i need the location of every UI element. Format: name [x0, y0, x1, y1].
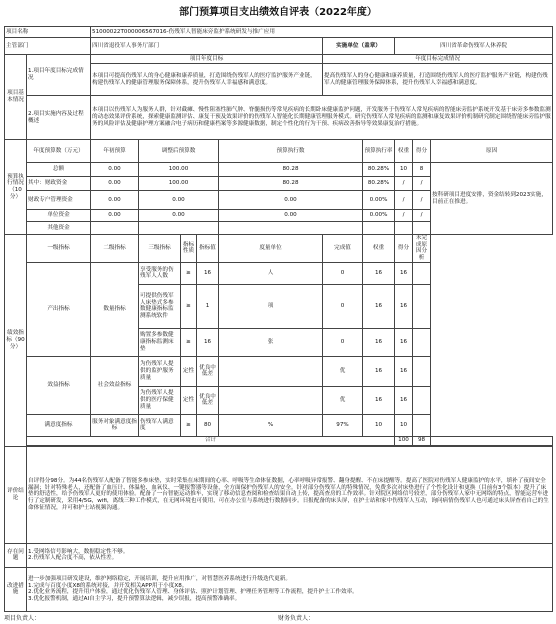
- perf-done: 0: [323, 262, 363, 284]
- perf-done: 97%: [323, 414, 363, 436]
- budget-row-label: 财政专户管理资金: [27, 191, 91, 210]
- budget-adjusted: [139, 222, 219, 235]
- perf-done: 0: [323, 328, 363, 356]
- perf-indicator-name: 为伤残军人提供的医疗保健质量: [139, 386, 181, 414]
- perf-score: 16: [395, 356, 413, 386]
- perf-nature: ≥: [181, 328, 197, 356]
- perf-unit: [219, 356, 323, 386]
- budget-score: /: [413, 191, 431, 210]
- perf-score: 16: [395, 262, 413, 284]
- perf-value: 优良中低差: [197, 386, 219, 414]
- perf-satisfaction-sub: 服务对象满意度指标: [91, 414, 139, 436]
- perf-value: 16: [197, 262, 219, 284]
- budget-header-initial: 年初预算: [91, 140, 139, 163]
- perf-nature: 定性: [181, 356, 197, 386]
- budget-initial: [91, 222, 139, 235]
- perf-header-unit: 度量单位: [219, 235, 323, 263]
- budget-header-executed: 预算执行数: [219, 140, 363, 163]
- budget-executed: [219, 222, 363, 235]
- perf-reason: [413, 386, 431, 414]
- budget-adjusted: 100.00: [139, 177, 219, 191]
- perf-value: 优良中低差: [197, 356, 219, 386]
- perf-value: 80: [197, 414, 219, 436]
- project-name-label: 项目名称: [5, 27, 91, 38]
- dept-value: 四川省退役军人事务厅部门: [91, 38, 323, 55]
- budget-weight: 10: [395, 163, 413, 177]
- improve-label: 改进措施: [5, 567, 27, 611]
- perf-header-level1: 一级指标: [27, 235, 91, 263]
- perf-unit: 人: [219, 262, 323, 284]
- perf-indicator-name: 享受服务的伤残军人人数: [139, 262, 181, 284]
- budget-initial: 0.00: [91, 177, 139, 191]
- budget-adjusted: 0.00: [139, 191, 219, 210]
- budget-header-rate: 预算执行率: [363, 140, 395, 163]
- info-section-label: 项目基本情况: [5, 55, 27, 140]
- issue-line: 2.伤残军人配合度不高，依从性差。: [28, 555, 118, 562]
- perf-unit: %: [219, 414, 323, 436]
- perf-weight: 16: [363, 386, 395, 414]
- budget-executed: 0.00: [219, 210, 363, 222]
- info-row1-label: 1.项目年度目标完成情况: [27, 55, 91, 96]
- budget-score: /: [413, 177, 431, 191]
- perf-nature: ≥: [181, 414, 197, 436]
- improve-line: 3.优化报警机制，通过AI自主学习，提升预警算法逻辑，减少误报，提高预警准确率。: [28, 596, 241, 603]
- perf-reason: [413, 328, 431, 356]
- perf-total-label: 合计: [27, 436, 395, 445]
- improve-text: [27, 567, 553, 611]
- signature-footer: [4, 612, 552, 624]
- perf-header-weight: 权重: [363, 235, 395, 263]
- budget-weight: [395, 222, 413, 235]
- info-row2-label: 2.项目实施内容及过程概述: [27, 96, 91, 140]
- info-row1-done: 提高伤残军人的身心健康和康养质量，打造围绕伤残军人的医疗监护服务产业链，构建伤残军人的健康管理服务保障体系，提升伤残军人幸福感和满意度。: [323, 64, 553, 96]
- budget-header-weight: 权重: [395, 140, 413, 163]
- info-row1-target: 本项目可提高伤残军人的身心健康和康养质量，打造围绕伤残军人的医疗监护服务产业链，构建伤残军人的健康管理服务保障体系，提升伤残军人幸福感和满意度。: [91, 64, 323, 96]
- perf-reason: [413, 414, 431, 436]
- budget-header-adjusted: 调整后预算数: [139, 140, 219, 163]
- perf-weight: 16: [363, 328, 395, 356]
- perf-header-value: 指标值: [197, 235, 219, 263]
- budget-score: 8: [413, 163, 431, 177]
- perf-indicator-name: 购置多参数健康指标监测床垫: [139, 328, 181, 356]
- budget-row-label: 其中：财政资金: [27, 177, 91, 191]
- budget-weight: /: [395, 191, 413, 210]
- info-col2-header: 年度目标完成情况: [323, 55, 553, 64]
- budget-rate: 0.00%: [363, 191, 395, 210]
- project-name: 51000022T000006567016-伤残军人智能床旁监护系统研发与推广应用: [91, 27, 553, 38]
- perf-value: 1: [197, 284, 219, 328]
- budget-rate: 0.00%: [363, 210, 395, 222]
- perf-unit: 项: [219, 284, 323, 328]
- budget-initial: 0.00: [91, 210, 139, 222]
- perf-reason: [413, 356, 431, 386]
- dept-label: 主管部门: [5, 38, 91, 55]
- perf-output-label: 产出指标: [27, 262, 91, 356]
- budget-reason: 按科研项目进度安排，资金结转到2023实施，目前正在推进。: [431, 163, 553, 235]
- budget-score: [413, 222, 431, 235]
- perf-score: 16: [395, 284, 413, 328]
- perf-indicator-name: 伤残军人满意度: [139, 414, 181, 436]
- budget-adjusted: 100.00: [139, 163, 219, 177]
- improve-line: 进一步加强项目研发建设，维护网络稳定，开展培训，提升应用推广，对智慧医养系统进行升级迭代更新。: [28, 575, 291, 582]
- budget-rate: 80.28%: [363, 177, 395, 191]
- perf-nature: 定性: [181, 386, 197, 414]
- issues-label: 存在问题: [5, 543, 27, 567]
- budget-header-reason: 原因: [431, 140, 553, 163]
- issues-text: [27, 543, 553, 567]
- budget-weight: /: [395, 210, 413, 222]
- improve-line: 1.完成与百度小度X8的系统对接，并开发相关APP用于小度X8。: [28, 582, 188, 589]
- perf-header-level2: 二级指标: [91, 235, 139, 263]
- budget-executed: 80.28: [219, 177, 363, 191]
- unit-value: 四川省革命伤残军人休养院: [395, 38, 553, 55]
- budget-executed: 0.00: [219, 191, 363, 210]
- perf-header-level3: 三级指标: [139, 235, 181, 263]
- perf-value: 16: [197, 328, 219, 356]
- budget-section-label: 预算执行情况（10分）: [5, 140, 27, 235]
- improve-line: 2.优化业务流程，提升用户体验，通过优化伤残军人管理、身体评估、照护计划管理、护理任务管理等工作流程，提升护士工作效率。: [28, 589, 358, 596]
- perf-unit: 张: [219, 328, 323, 356]
- budget-header-score: 得分: [413, 140, 431, 163]
- perf-score: 16: [395, 386, 413, 414]
- project-lead-label: 项目负责人：: [4, 615, 41, 623]
- issue-line: 1.受网络信号影响大，数据稳定性不够。: [28, 548, 129, 555]
- info-row2-text: 本项目以伤残军人为服务人群，针对截瘫、慢性阻塞性肺气肿、脊髓损伤等常见疾病的长期卧床健康监护问题，开发服务于伤残军人常见疾病的智能床旁监护系统开发基于床旁多参数监测的动态效果评价系统，探索健康监测评估、康复干预及效果评价的伤残军人智能化长期健康管理服务模式。研究伤残军人常见疾病的监测和康复效果评价机制研究制定围绕智能床旁监护服务的风险评估及健康护理方案融合电子病历和健康档案等多源健康数据，制定个性化的行为干预、疾病改善指导等效果康复治疗措施。: [91, 96, 553, 140]
- budget-score: /: [413, 210, 431, 222]
- perf-quantity-label: 数量指标: [91, 262, 139, 356]
- perf-nature: ≥: [181, 284, 197, 328]
- perf-weight: 16: [363, 356, 395, 386]
- budget-initial: 0.00: [91, 163, 139, 177]
- perf-benefit-label: 效益指标: [27, 356, 91, 414]
- budget-row-label: 其他资金: [27, 222, 91, 235]
- budget-initial: 0.00: [91, 191, 139, 210]
- budget-executed: 80.28: [219, 163, 363, 177]
- perf-total-reason: [431, 436, 553, 445]
- evaluation-table: [4, 26, 553, 612]
- perf-unit: [219, 386, 323, 414]
- budget-row-label: 单位资金: [27, 210, 91, 222]
- budget-header-annual: 年度预算数（万元）: [27, 140, 91, 163]
- perf-header-reason: 未完成原因分析: [413, 235, 431, 263]
- perf-nature: ≥: [181, 262, 197, 284]
- perf-satisfaction-label: 满意度指标: [27, 414, 91, 436]
- perf-indicator-name: 为伤残军人提供的监护服务质量: [139, 356, 181, 386]
- budget-adjusted: 0.00: [139, 210, 219, 222]
- perf-total-score: 98: [413, 436, 431, 445]
- perf-social-label: 社会效益指标: [91, 356, 139, 414]
- perf-weight: 16: [363, 284, 395, 328]
- unit-label: 实施单位（盖章）: [323, 38, 395, 55]
- perf-header-score: 得分: [395, 235, 413, 263]
- conclusion-label: 评价结论: [5, 446, 27, 543]
- perf-header-nature: 指标性质: [181, 235, 197, 263]
- perf-done: 优: [323, 356, 363, 386]
- perf-total-weight: 100: [395, 436, 413, 445]
- perf-score: 16: [395, 328, 413, 356]
- conclusion-text: 自评得分98分。为44名伤残军人配备了智能多参床垫，实时采集在床期间的心率、呼吸等生命体征数据，心率呼吸异常报警、翻身提醒、不在床提醒等。提高了医院对伤残军人健康监护的水平，填补了夜间安全漏洞；针对特殊老人，还配备了血压计、体温枪、血氧仪、一键报警器等设备，全方面保护伤残军人的安全。针对部分伤残军人的特殊情况，免费多次对床垫进行了个性化设计和更换（目前有3个版本）提升了床垫的舒适性，给予伤残军人更好的使用体验。配备了一台智能运动推车，实现了移动信息查阅和检查结果自动上传，提高查房的工作效率。针对院区网络信号较差，部分伤残军人家中无网络的特点，智能运营车进行了定制研发，采用4/5G，wifi，离线三种工作模式，在无网环境也可使用，可在办公室与系统进行数据同步。日报配备的床头屏，在护士站和家中伤残军人互动，询问病情伤残军人也可通过床头屏查看自己的生命体征情况，并可和护士站视频沟通。: [27, 446, 553, 543]
- perf-reason: [413, 284, 431, 328]
- perf-header-done: 完成值: [323, 235, 363, 263]
- page-title: 部门预算项目支出绩效自评表（2022年度）: [179, 7, 377, 18]
- budget-rate: [363, 222, 395, 235]
- perf-weight: 16: [363, 262, 395, 284]
- perf-weight: 10: [363, 414, 395, 436]
- perf-score: 10: [395, 414, 413, 436]
- info-col1-header: 项目年度目标: [91, 55, 323, 64]
- budget-weight: /: [395, 177, 413, 191]
- finance-lead-label: 财务负责人：: [278, 615, 315, 623]
- perf-section-label: 绩效指标（90分）: [5, 235, 27, 447]
- perf-done: 0: [323, 284, 363, 328]
- perf-done: 优: [323, 386, 363, 414]
- budget-row-label: 总额: [27, 163, 91, 177]
- budget-rate: 80.28%: [363, 163, 395, 177]
- perf-reason: [413, 262, 431, 284]
- perf-indicator-name: 可提供伤残军人床垫式多参数健康指标监测系统软件: [139, 284, 181, 328]
